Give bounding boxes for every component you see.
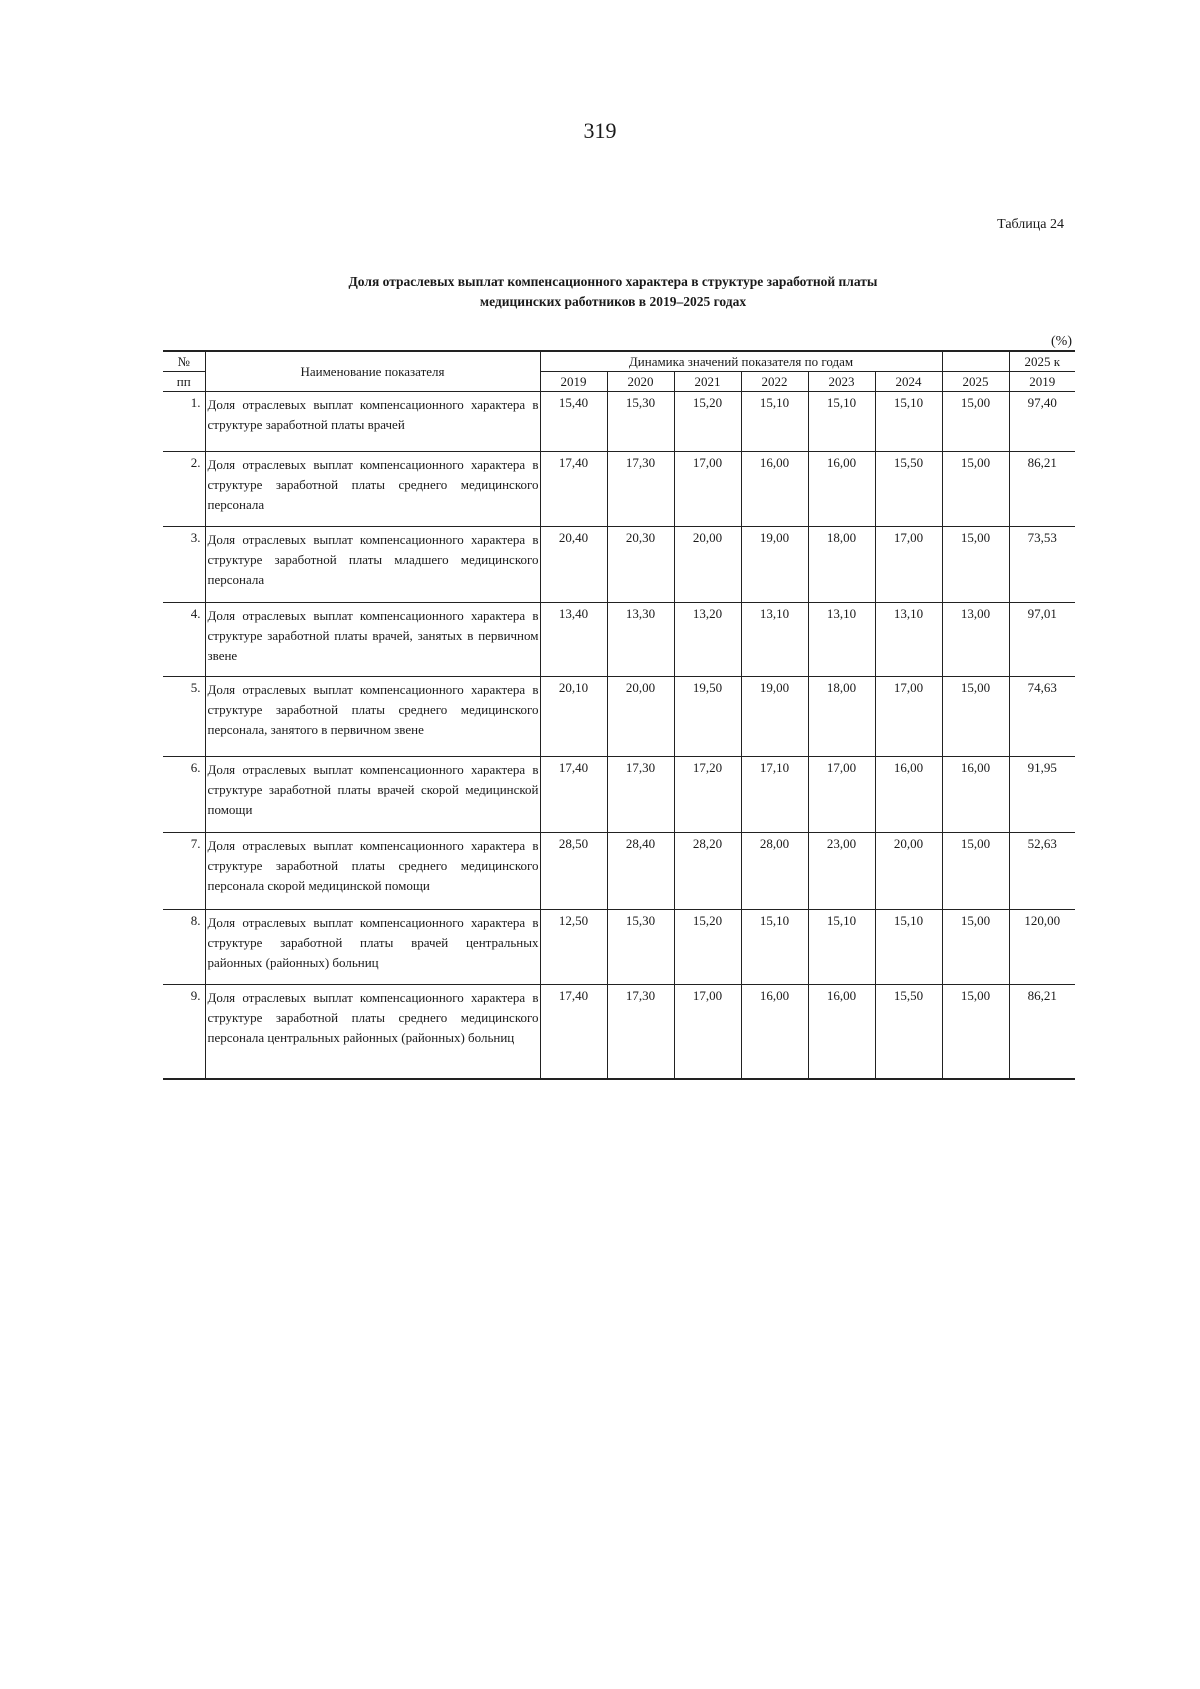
header-year: 2022 <box>741 372 808 392</box>
indicator-name: Доля отраслевых выплат компенсационного характера в структуре заработной платы врачей скорой медицинской помощи <box>205 757 540 833</box>
year-value-2023: 18,00 <box>808 527 875 603</box>
year-value-2025: 15,00 <box>942 392 1009 452</box>
header-no: № <box>163 351 205 372</box>
year-value-2019: 20,10 <box>540 677 607 757</box>
ratio-value: 74,63 <box>1009 677 1075 757</box>
year-value-2020: 28,40 <box>607 833 674 910</box>
header-year: 2025 <box>942 372 1009 392</box>
page-number: 319 <box>583 118 617 143</box>
year-value-2023: 15,10 <box>808 910 875 985</box>
row-number: 4. <box>163 603 205 677</box>
ratio-value: 86,21 <box>1009 452 1075 527</box>
year-value-2020: 20,00 <box>607 677 674 757</box>
ratio-value: 91,95 <box>1009 757 1075 833</box>
year-value-2022: 19,00 <box>741 527 808 603</box>
header-name: Наименование показателя <box>205 351 540 392</box>
year-value-2024: 17,00 <box>875 677 942 757</box>
row-number: 6. <box>163 757 205 833</box>
year-value-2022: 16,00 <box>741 985 808 1079</box>
year-value-2020: 20,30 <box>607 527 674 603</box>
year-value-2025: 15,00 <box>942 527 1009 603</box>
year-value-2019: 20,40 <box>540 527 607 603</box>
year-value-2021: 13,20 <box>674 603 741 677</box>
year-value-2019: 17,40 <box>540 757 607 833</box>
indicator-name: Доля отраслевых выплат компенсационного характера в структуре заработной платы врачей центральных районных (районных) больниц <box>205 910 540 985</box>
header-year: 2023 <box>808 372 875 392</box>
indicator-name: Доля отраслевых выплат компенсационного характера в структуре заработной платы младшего медицинского персонала <box>205 527 540 603</box>
year-value-2019: 15,40 <box>540 392 607 452</box>
year-value-2021: 15,20 <box>674 392 741 452</box>
ratio-value: 52,63 <box>1009 833 1075 910</box>
year-value-2024: 20,00 <box>875 833 942 910</box>
row-number: 9. <box>163 985 205 1079</box>
year-value-2023: 16,00 <box>808 985 875 1079</box>
year-value-2019: 17,40 <box>540 452 607 527</box>
year-value-2020: 13,30 <box>607 603 674 677</box>
indicator-table <box>163 350 1075 1080</box>
year-value-2021: 17,00 <box>674 452 741 527</box>
table-row <box>163 985 1075 1079</box>
year-value-2021: 17,00 <box>674 985 741 1079</box>
year-value-2023: 15,10 <box>808 392 875 452</box>
year-value-2023: 17,00 <box>808 757 875 833</box>
year-value-2022: 16,00 <box>741 452 808 527</box>
year-value-2025: 15,00 <box>942 677 1009 757</box>
table-row <box>163 452 1075 527</box>
table-row <box>163 757 1075 833</box>
year-value-2024: 15,10 <box>875 392 942 452</box>
year-value-2025: 15,00 <box>942 985 1009 1079</box>
year-value-2019: 13,40 <box>540 603 607 677</box>
indicator-name: Доля отраслевых выплат компенсационного характера в структуре заработной платы врачей, занятых в первичном звене <box>205 603 540 677</box>
table-row <box>163 603 1075 677</box>
year-value-2024: 15,50 <box>875 985 942 1079</box>
table-body <box>163 392 1075 1079</box>
ratio-value: 86,21 <box>1009 985 1075 1079</box>
table-row <box>163 392 1075 452</box>
year-value-2024: 13,10 <box>875 603 942 677</box>
year-value-2023: 16,00 <box>808 452 875 527</box>
table-row <box>163 677 1075 757</box>
indicator-name: Доля отраслевых выплат компенсационного характера в структуре заработной платы врачей <box>205 392 540 452</box>
year-value-2020: 17,30 <box>607 452 674 527</box>
table-row <box>163 527 1075 603</box>
indicator-name: Доля отраслевых выплат компенсационного характера в структуре заработной платы среднего медицинского персонала центральных районных (районных) больниц <box>205 985 540 1079</box>
header-row-1 <box>163 351 1075 372</box>
year-value-2024: 15,50 <box>875 452 942 527</box>
row-number: 3. <box>163 527 205 603</box>
header-ratio-line-1: 2025 к <box>1009 351 1075 372</box>
table-label: Таблица 24 <box>997 217 1064 232</box>
row-number: 7. <box>163 833 205 910</box>
header-year: 2019 <box>540 372 607 392</box>
year-value-2022: 13,10 <box>741 603 808 677</box>
ratio-value: 97,40 <box>1009 392 1075 452</box>
header-ratio-line-2: 2019 <box>1009 372 1075 392</box>
year-value-2020: 15,30 <box>607 910 674 985</box>
header-year: 2021 <box>674 372 741 392</box>
year-value-2022: 17,10 <box>741 757 808 833</box>
indicator-name: Доля отраслевых выплат компенсационного характера в структуре заработной платы среднего медицинского персонала, занятого в первичном звене <box>205 677 540 757</box>
year-value-2024: 15,10 <box>875 910 942 985</box>
header-dynamics: Динамика значений показателя по годам <box>540 351 942 372</box>
year-value-2019: 28,50 <box>540 833 607 910</box>
year-value-2023: 18,00 <box>808 677 875 757</box>
year-value-2023: 23,00 <box>808 833 875 910</box>
year-value-2025: 15,00 <box>942 833 1009 910</box>
year-value-2024: 16,00 <box>875 757 942 833</box>
year-value-2020: 17,30 <box>607 985 674 1079</box>
year-value-2023: 13,10 <box>808 603 875 677</box>
year-value-2025: 15,00 <box>942 910 1009 985</box>
year-value-2020: 17,30 <box>607 757 674 833</box>
year-value-2024: 17,00 <box>875 527 942 603</box>
document-title <box>163 272 1063 312</box>
year-value-2021: 20,00 <box>674 527 741 603</box>
year-value-2020: 15,30 <box>607 392 674 452</box>
year-value-2021: 19,50 <box>674 677 741 757</box>
indicator-name: Доля отраслевых выплат компенсационного характера в структуре заработной платы среднего медицинского персонала <box>205 452 540 527</box>
year-value-2025: 15,00 <box>942 452 1009 527</box>
row-number: 1. <box>163 392 205 452</box>
indicator-name: Доля отраслевых выплат компенсационного характера в структуре заработной платы среднего медицинского персонала скорой медицинской помощи <box>205 833 540 910</box>
ratio-value: 120,00 <box>1009 910 1075 985</box>
year-value-2022: 15,10 <box>741 910 808 985</box>
year-value-2019: 17,40 <box>540 985 607 1079</box>
row-number: 8. <box>163 910 205 985</box>
year-value-2021: 17,20 <box>674 757 741 833</box>
year-value-2021: 28,20 <box>674 833 741 910</box>
table-row <box>163 833 1075 910</box>
year-value-2021: 15,20 <box>674 910 741 985</box>
ratio-value: 97,01 <box>1009 603 1075 677</box>
ratio-value: 73,53 <box>1009 527 1075 603</box>
header-year: 2024 <box>875 372 942 392</box>
year-value-2022: 15,10 <box>741 392 808 452</box>
year-value-2022: 28,00 <box>741 833 808 910</box>
header-blank-2025 <box>942 351 1009 372</box>
row-number: 5. <box>163 677 205 757</box>
table-row <box>163 910 1075 985</box>
year-value-2025: 13,00 <box>942 603 1009 677</box>
title-line-1: Доля отраслевых выплат компенсационного характера в структуре заработной платы <box>348 274 878 289</box>
year-value-2019: 12,50 <box>540 910 607 985</box>
header-year: 2020 <box>607 372 674 392</box>
header-no-2: пп <box>163 372 205 392</box>
unit-label: (%) <box>1051 334 1072 349</box>
year-value-2025: 16,00 <box>942 757 1009 833</box>
row-number: 2. <box>163 452 205 527</box>
year-value-2022: 19,00 <box>741 677 808 757</box>
title-line-2: медицинских работников в 2019–2025 годах <box>479 294 747 309</box>
